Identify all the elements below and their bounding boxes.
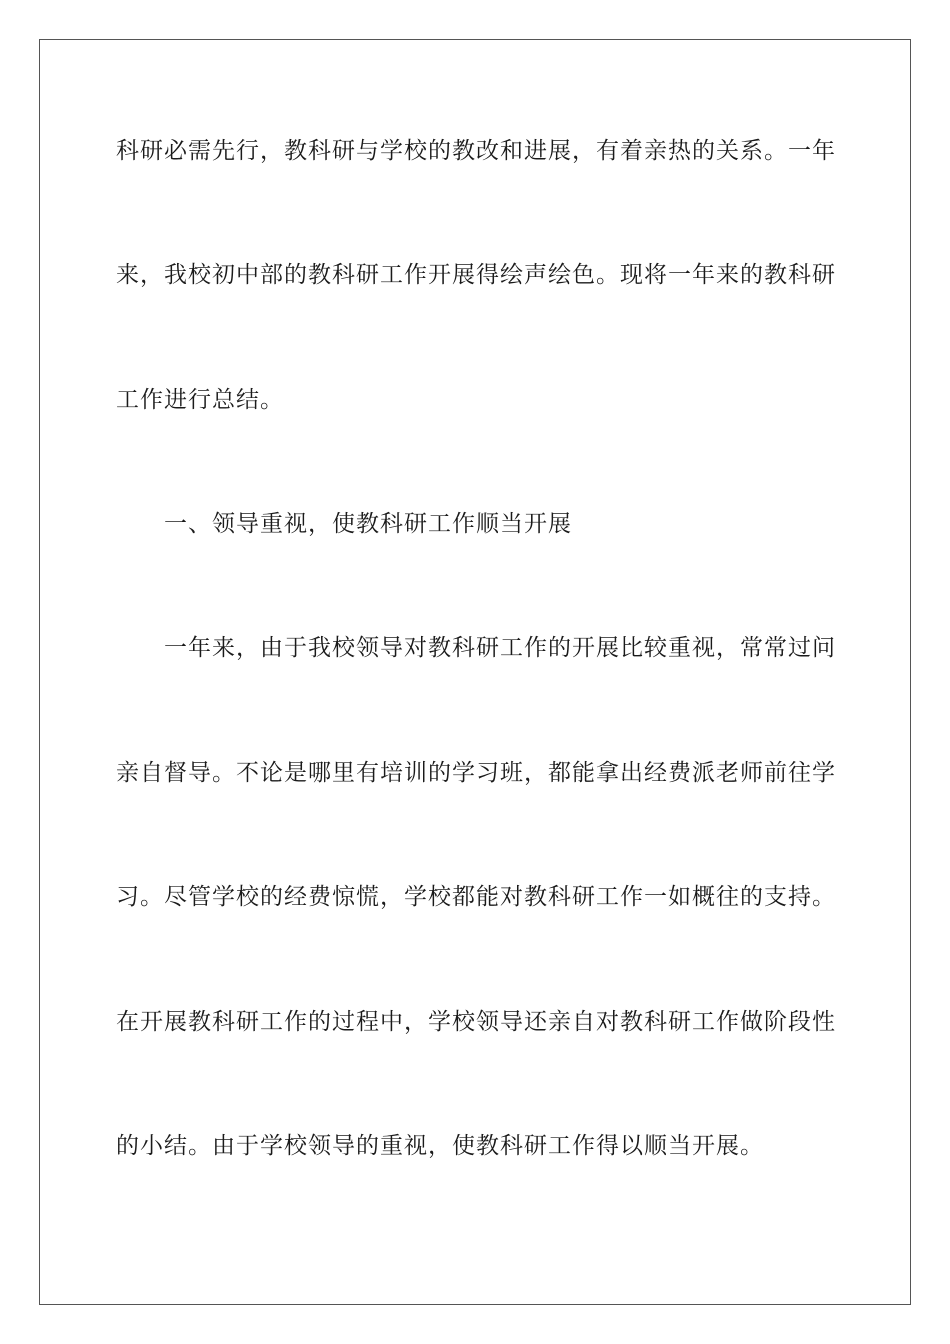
- section-heading: 一、领导重视，使教科研工作顺当开展: [164, 511, 572, 537]
- body-text-line: 科研必需先行，教科研与学校的教改和进展，有着亲热的关系。一年: [116, 138, 836, 164]
- page-frame: [39, 39, 911, 1305]
- body-text-line: 的小结。由于学校领导的重视，使教科研工作得以顺当开展。: [116, 1133, 764, 1159]
- body-text-line: 习。尽管学校的经费惊慌，学校都能对教科研工作一如概往的支持。: [116, 884, 836, 910]
- body-text-line: 一年来，由于我校领导对教科研工作的开展比较重视，常常过问: [164, 635, 836, 661]
- body-text-line: 来，我校初中部的教科研工作开展得绘声绘色。现将一年来的教科研: [116, 262, 836, 288]
- body-text-line: 亲自督导。不论是哪里有培训的学习班，都能拿出经费派老师前往学: [116, 760, 836, 786]
- body-text-line: 工作进行总结。: [116, 387, 284, 413]
- body-text-line: 在开展教科研工作的过程中，学校领导还亲自对教科研工作做阶段性: [116, 1009, 836, 1035]
